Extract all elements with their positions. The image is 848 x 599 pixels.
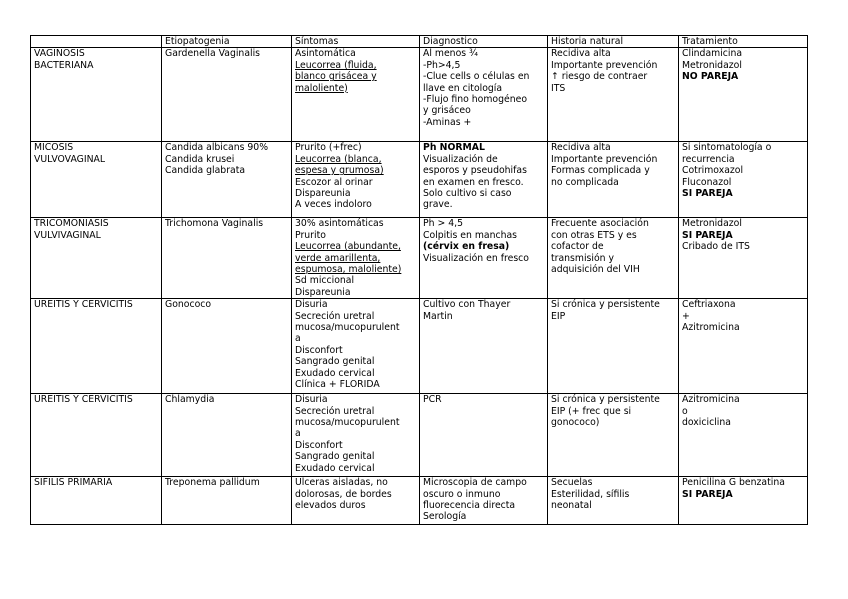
cell-line: elevados duros [295,500,366,512]
cell-line: Secreción uretral [295,405,375,417]
cell-line: en examen en fresco. [423,176,524,188]
condition-cell [31,394,162,477]
diagnostico-cell [420,48,548,142]
cell-line: doxiciclina [682,417,731,429]
cell-line: Leucorrea (fluida, [295,59,377,71]
cell-line: Si crónica y persistente [551,394,660,406]
cell-line: EIP [551,310,566,322]
cell-line: Azitromicina [682,394,740,406]
cell-line: Formas complicada y [551,165,650,177]
diagnostico-cell [420,299,548,394]
cell-line: Chlamydia [165,394,215,406]
cell-line: Leucorrea (blanca, [295,153,382,165]
etiopatogenia-cell [162,299,292,394]
cell-line: a [295,333,301,345]
cell-line: Ph NORMAL [423,142,485,154]
table-row-ureitis-cervicitis-chlamydia [31,394,808,477]
cell-line: VULVOVAGINAL [34,153,106,165]
cell-line: Fluconazol [682,176,732,188]
cell-line: Serología [423,511,467,523]
cell-line: UREITIS Y CERVICITIS [34,299,133,311]
cell-line: no complicada [551,176,619,188]
cell-line: -Flujo fino homogéneo [423,94,528,106]
tratamiento-cell [679,48,808,142]
sintomas-cell [292,299,420,394]
cell-line: a [295,428,301,440]
cell-line: Azitromicina [682,322,740,334]
cell-line: Exudado cervical [295,367,375,379]
header-cell-empty [31,36,162,48]
header-sintomas: Síntomas [292,36,420,48]
cell-line: Ph > 4,5 [423,218,463,230]
cell-line: ITS [551,82,566,94]
cell-line: Candida albicans 90% [165,142,269,154]
cell-line: SIFILIS PRIMARIA [34,477,113,489]
cell-line: Treponema pallidum [165,477,260,489]
cell-line: con otras ETS y es [551,229,637,241]
cell-line: (cérvix en fresa) [423,241,510,253]
cell-line: Colpitis en manchas [423,229,518,241]
cell-line: ↑ riesgo de contraer [551,71,648,83]
table-row-micosis-vulvovaginal [31,142,808,218]
cell-line: Disconfort [295,439,343,451]
etiopatogenia-cell [162,218,292,299]
cell-line: Gonococo [165,299,212,311]
cell-line: PCR [423,394,442,406]
cell-line: Disuria [295,394,328,406]
cell-line: esporos y pseudohifas [423,165,527,177]
cell-line: VAGINOSIS [34,48,85,60]
cell-line: VULVIVAGINAL [34,229,101,241]
cell-line: Esterilidad, sífilis [551,488,630,500]
cell-line: -Ph>4,5 [423,59,461,71]
cell-line: Cotrimoxazol [682,165,744,177]
sintomas-cell [292,394,420,477]
cell-line: -Clue cells o células en [423,71,530,83]
cell-line: Leucorrea (abundante, [295,241,401,253]
cell-line: MICOSIS [34,142,74,154]
table-row-ureitis-cervicitis-gonococo [31,299,808,394]
cell-line: o [682,405,688,417]
sintomas-cell [292,218,420,299]
cell-line: TRICOMONIASIS [34,218,109,230]
cell-line: Trichomona Vaginalis [165,218,264,230]
cell-line: oscuro o inmuno [423,488,501,500]
historia-natural-cell [548,142,679,218]
cell-line: Ceftriaxona [682,299,736,311]
cell-line: fluorecencia directa [423,500,516,512]
cell-line: verde amarillenta, [295,252,381,264]
diagnostico-cell [420,142,548,218]
cell-line: Disuria [295,299,328,311]
diagnostico-cell [420,218,548,299]
cell-line: adquisición del VIH [551,264,640,276]
tratamiento-cell [679,477,808,525]
cell-line: Importante prevención [551,59,658,71]
cell-line: recurrencia [682,153,735,165]
cell-line: Asintomática [295,48,356,60]
cell-line: Frecuente asociación [551,218,649,230]
cell-line: Disconfort [295,344,343,356]
table-row-sifilis-primaria [31,477,808,525]
cell-line: Ulceras aisladas, no [295,477,388,489]
cell-line: Sangrado genital [295,451,375,463]
cell-line: Si crónica y persistente [551,299,660,311]
cell-line: Escozor al orinar [295,176,373,188]
cell-line: Exudado cervical [295,462,375,474]
cell-line: mucosa/mucopurulent [295,417,400,429]
historia-natural-cell [548,394,679,477]
cell-line: Sd miccional [295,275,355,287]
tratamiento-cell [679,142,808,218]
cell-line: Prurito [295,229,326,241]
cell-line: espesa y grumosa) [295,165,384,177]
cell-line: dolorosas, de bordes [295,488,392,500]
cell-line: + [682,310,690,322]
header-diagnostico: Diagnostico [420,36,548,48]
header-etiopatogenia: Etiopatogenia [162,36,292,48]
cell-line: espumosa, maloliente) [295,264,402,276]
cell-line: SI PAREJA [682,229,733,241]
cell-line: cofactor de [551,241,604,253]
cell-line: y grisáceo [423,105,471,117]
cell-line: grave. [423,199,453,211]
table-row-vaginosis-bacteriana [31,48,808,142]
cell-line: maloliente) [295,82,348,94]
historia-natural-cell [548,477,679,525]
historia-natural-cell [548,218,679,299]
cell-line: Si sintomatología o [682,142,772,154]
tratamiento-cell [679,394,808,477]
historia-natural-cell [548,48,679,142]
cell-line: UREITIS Y CERVICITIS [34,394,133,406]
cell-line: Secuelas [551,477,593,489]
sintomas-cell [292,142,420,218]
cell-line: Importante prevención [551,153,658,165]
diagnostico-cell [420,394,548,477]
cell-line: Dispareunia [295,188,351,200]
cell-line: Visualización en fresco [423,252,529,264]
cell-line: transmisión y [551,252,615,264]
sintomas-cell [292,477,420,525]
cell-line: 30% asintomáticas [295,218,384,230]
diagnostico-cell [420,477,548,525]
cell-line: Microscopia de campo [423,477,527,489]
cell-line: SI PAREJA [682,488,733,500]
cell-line: neonatal [551,500,592,512]
condition-cell [31,218,162,299]
its-table [30,35,808,525]
cell-line: Dispareunia [295,286,351,298]
cell-line: Penicilina G benzatina [682,477,785,489]
condition-cell [31,142,162,218]
historia-natural-cell [548,299,679,394]
cell-line: Gardenella Vaginalis [165,48,261,60]
condition-cell [31,48,162,142]
cell-line: -Aminas + [423,116,472,128]
tratamiento-cell [679,299,808,394]
header-row [31,36,808,48]
cell-line: Martin [423,310,453,322]
cell-line: llave en citología [423,82,503,94]
table-row-tricomoniasis-vulvivaginal [31,218,808,299]
header-tratamiento: Tratamiento [679,36,808,48]
condition-cell [31,477,162,525]
header-historia-natural: Historia natural [548,36,679,48]
cell-line: gonococo) [551,417,600,429]
cell-line: NO PAREJA [682,71,739,83]
cell-line: Cribado de ITS [682,241,750,253]
cell-line: blanco grisácea y [295,71,377,83]
cell-line: Solo cultivo si caso [423,188,512,200]
cell-line: A veces indoloro [295,199,372,211]
cell-line: Sangrado genital [295,356,375,368]
cell-line: Candida krusei [165,153,235,165]
cell-line: Al menos ¾ [423,48,479,60]
cell-line: Secreción uretral [295,310,375,322]
cell-line: SI PAREJA [682,188,733,200]
cell-line: Cultivo con Thayer [423,299,511,311]
cell-line: Clínica + FLORIDA [295,379,380,391]
sintomas-cell [292,48,420,142]
cell-line: Recidiva alta [551,142,611,154]
cell-line: Prurito (+frec) [295,142,362,154]
cell-line: EIP (+ frec que si [551,405,632,417]
cell-line: Metronidazol [682,59,742,71]
cell-line: Clindamicina [682,48,743,60]
cell-line: Candida glabrata [165,165,246,177]
etiopatogenia-cell [162,142,292,218]
cell-line: Visualización de [423,153,498,165]
cell-line: Recidiva alta [551,48,611,60]
etiopatogenia-cell [162,394,292,477]
tratamiento-cell [679,218,808,299]
cell-line: mucosa/mucopurulent [295,322,400,334]
etiopatogenia-cell [162,48,292,142]
cell-line: BACTERIANA [34,59,94,71]
etiopatogenia-cell [162,477,292,525]
cell-line: Metronidazol [682,218,742,230]
condition-cell [31,299,162,394]
